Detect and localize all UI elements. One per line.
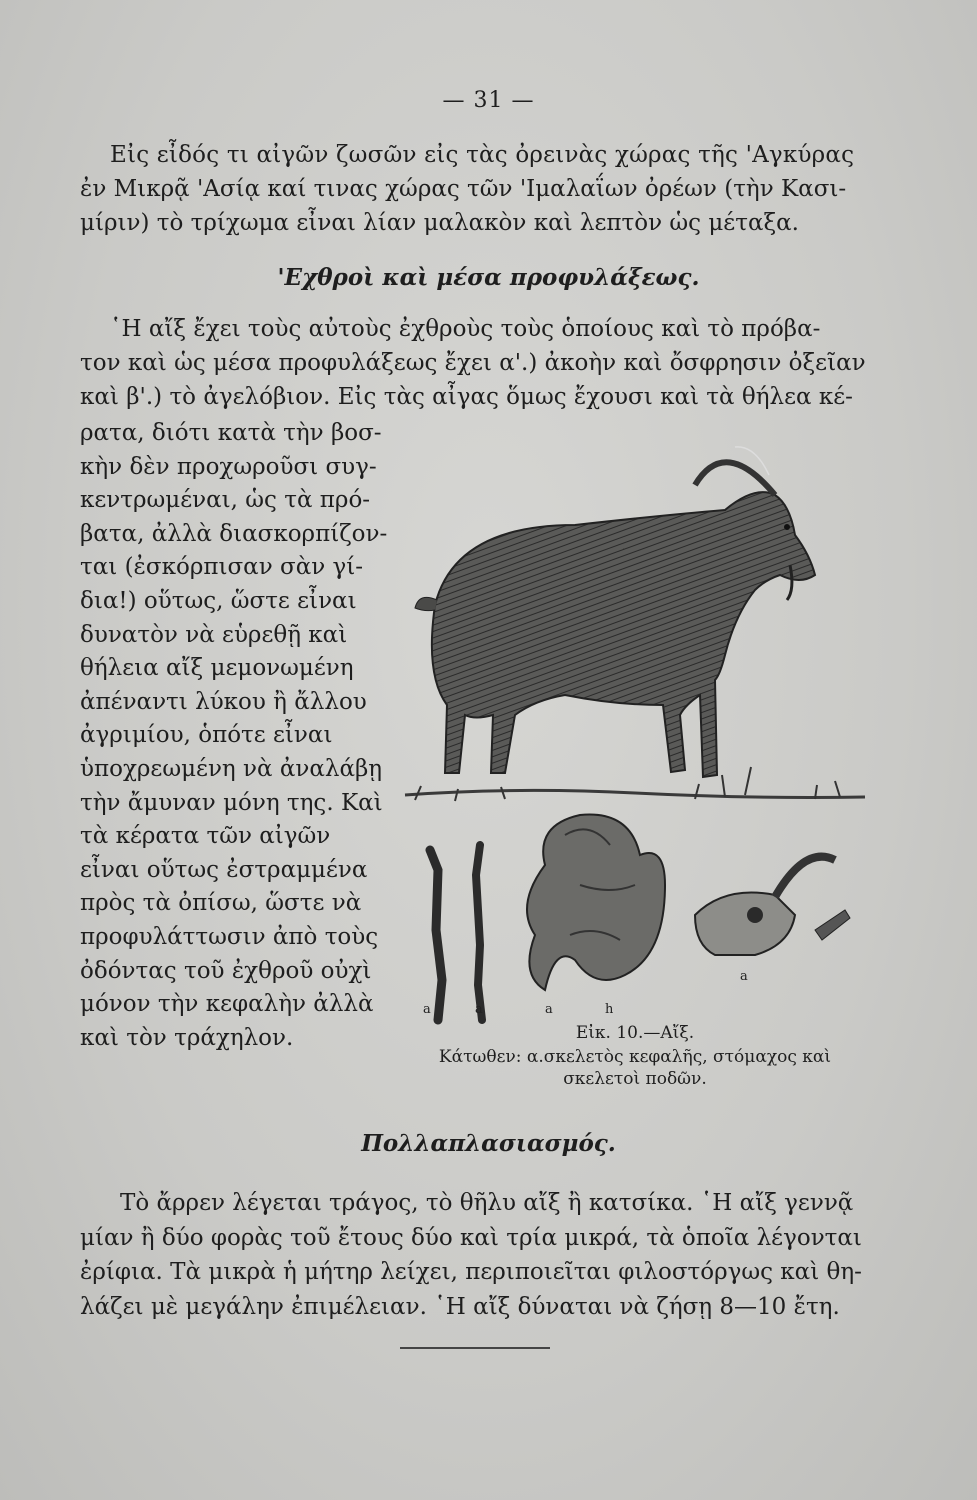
text-line: ἀγριμίου, ὁπότε εἶναι [80,722,333,749]
section-heading-multiplication: Πολλαπλασιασμός. [361,1130,616,1157]
text-line: ὑποχρεωμένη νὰ ἀναλάβῃ [80,755,383,782]
figure-letter: a [475,1002,483,1017]
figure-letter: a [423,1002,431,1017]
text-line: βατα, ἀλλὰ διασκορπίζον- [80,520,388,547]
figure-letter: h [605,1002,614,1017]
text-line: εἶναι οὕτως ἐστραμμένα [80,856,368,883]
leg-bones-illustration [430,845,482,1020]
section-heading-enemies: 'Εχθροὶ καὶ μέσα προφυλάξεως. [277,264,700,291]
figure-caption-line: σκελετοὶ ποδῶν. [563,1069,707,1089]
text-line: ῾Η αἴξ ἔχει τοὺς αὐτοὺς ἐχθροὺς τοὺς ὁποίους καὶ τὸ πρόβα- [110,316,821,342]
goat-figure [415,447,815,777]
text-line: τὰ κέρατα τῶν αἰγῶν [80,823,331,850]
text-line: ἀπέναντι λύκου ἢ ἄλλου [80,688,367,715]
text-line: τον καὶ ὡς μέσα προφυλάξεως ἔχει α'.) ἀκοὴν καὶ ὄσφρησιν ὀξεῖαν [80,350,866,376]
figure-caption-title: Εἰκ. 10.—Αἴξ. [575,1023,695,1043]
text-line: πρὸς τὰ ὀπίσω, ὥστε νὰ [80,890,362,917]
text-line: προφυλάττωσιν ἀπὸ τοὺς [80,923,379,950]
text-line: μίαν ἢ δύο φορὰς τοῦ ἔτους δύο καὶ τρία μικρά, τὰ ὁποῖα λέγονται [80,1224,862,1251]
enemies-narrow-column [80,417,390,1055]
text-line: δυνατὸν νὰ εὑρεθῇ καὶ [80,621,348,648]
text-line: Εἰς εἶδός τι αἰγῶν ζωσῶν εἰς τὰς ὀρεινὰς χώρας τῆς 'Αγκύρας [110,142,855,168]
skull-illustration [695,857,850,955]
text-line: ἐν Μικρᾷ 'Ασίᾳ καί τινας χώρας τῶν 'Ιμαλαΐων ὀρέων (τὴν Κασι- [80,176,847,202]
multiplication-paragraph [80,1186,880,1324]
text-line: μόνον τὴν κεφαλὴν ἀλλὰ [80,991,374,1018]
text-line: Τὸ ἄρρεν λέγεται τράγος, τὸ θῆλυ αἴξ ἢ κατσίκα. ῾Η αἴξ γεννᾷ [120,1190,854,1216]
text-line: δια!) οὕτως, ὥστε εἶναι [80,587,357,614]
goat-illustration [395,415,875,1025]
text-line: ρατα, διότι κατὰ τὴν βοσ- [80,420,382,446]
figure-caption-line: Κάτωθεν: α.σκελετὸς κεφαλῆς, στόμαχος καὶ [438,1047,832,1067]
text-line: καὶ β'.) τὸ ἀγελόβιον. Εἰς τὰς αἶγας ὅμως ἔχουσι καὶ τὰ θήλεα κέ- [80,384,853,410]
text-line: ται (ἐσκόρπισαν σὰν γί- [80,554,364,581]
text-line: τὴν ἄμυναν μόνη της. Καὶ [80,789,383,816]
text-line: κὴν δὲν προχωροῦσι συγ- [80,453,377,480]
text-line: κεντρωμέναι, ὡς τὰ πρό- [80,487,371,514]
page-number: — 31 — [442,88,535,113]
closing-rule [400,1347,550,1349]
text-line: θήλεια αἴξ μεμονωμένη [80,655,354,682]
figure-letter: a [545,1002,553,1017]
figure-letter: a [740,969,748,984]
text-line: καὶ τὸν τράχηλον. [80,1024,294,1051]
text-line: λάζει μὲ μεγάλην ἐπιμέλειαν. ῾Η αἴξ δύναται νὰ ζήσῃ 8—10 ἔτη. [80,1293,840,1320]
text-line: ὀδόντας τοῦ ἐχθροῦ οὐχὶ [80,957,372,984]
enemies-paragraph [80,312,880,414]
intro-paragraph [80,138,870,240]
text-line: μίριν) τὸ τρίχωμα εἶναι λίαν μαλακὸν καὶ λεπτὸν ὡς μέταξα. [80,210,799,236]
stomach-illustration [527,815,665,991]
text-line: ἐρίφια. Τὰ μικρὰ ἡ μήτηρ λείχει, περιποιεῖται φιλοστόργως καὶ θη- [80,1259,862,1285]
